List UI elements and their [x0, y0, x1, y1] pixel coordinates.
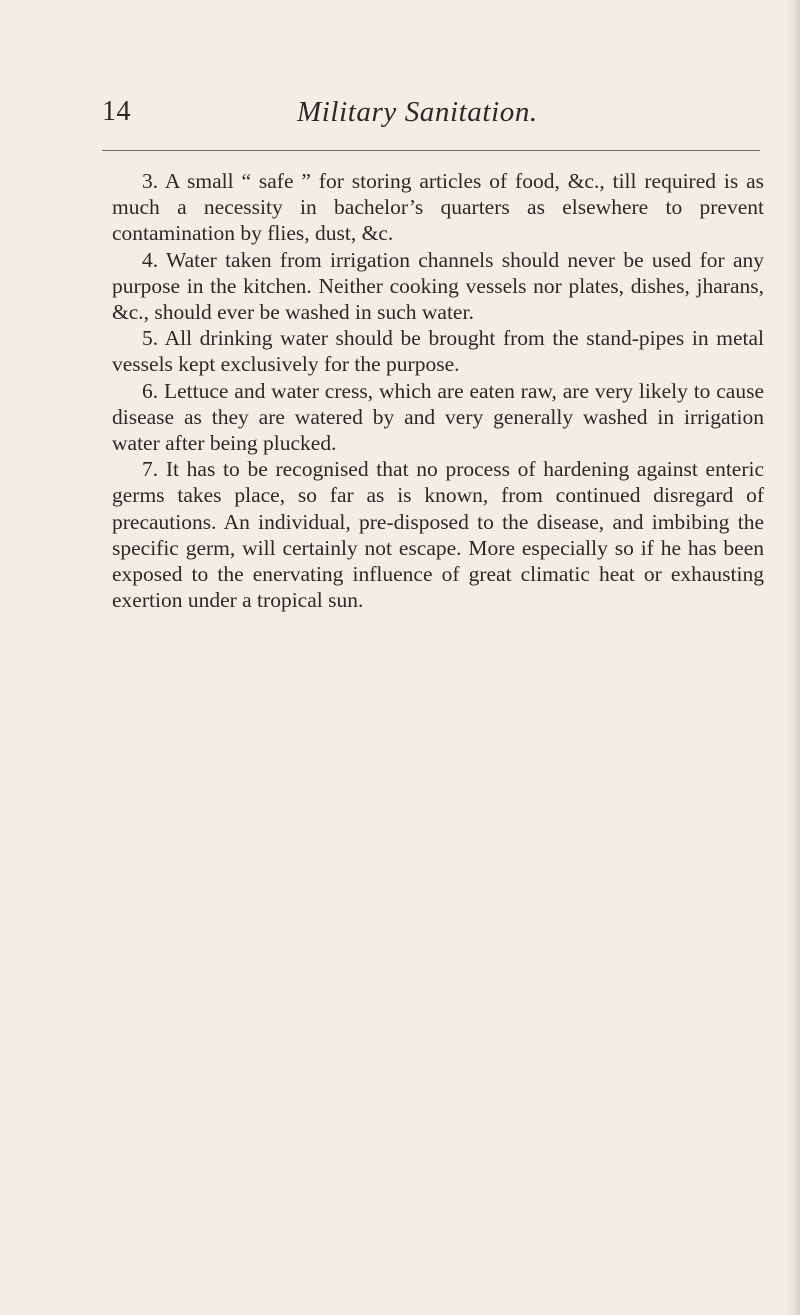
page-number: 14 — [102, 96, 131, 127]
paragraph-text: A small “ safe ” for storing articles of food, &c., till required is as much a necessity in bachelor’s quarters as elsewhere to prevent contamination by flies, dust, &c. — [112, 169, 764, 246]
paragraph-number: 3. — [142, 169, 159, 193]
body-text — [112, 168, 764, 613]
paragraph-3 — [112, 168, 764, 247]
paragraph-5 — [112, 325, 764, 377]
paragraph-number: 4. — [142, 247, 159, 272]
paragraph-number: 7. — [142, 457, 159, 482]
paragraph-text: Lettuce and water cress, which are eaten raw, are very likely to cause disease as they are watered by and very generally washed in irrigation water after being plucked. — [112, 378, 765, 456]
paragraph-4 — [112, 247, 764, 326]
page-edge-shadow — [786, 0, 800, 1315]
paragraph-6 — [112, 378, 764, 457]
paragraph-text: It has to be recognised that no process of hardening against enteric germs takes place, so far as is known, from continued disregard of precautions. An individual, pre-disposed to the disease, and imbibing the specific germ, will certainly not escape. More especially so if he has been exposed to the enervating influence of great climatic heat or exhausting exertion under a tropical sun. — [112, 457, 765, 613]
running-title: Military Sanitation. — [297, 96, 538, 128]
paragraph-number: 5. — [142, 326, 159, 351]
running-head — [102, 96, 760, 142]
paragraph-text: Water taken from irrigation channels should never be used for any purpose in the kitchen. Neither cooking vessels nor plates, dishes, jharans, &c., should ever be washed in such water. — [112, 247, 764, 325]
paragraph-number: 6. — [142, 378, 159, 403]
paragraph-text: All drinking water should be brought from the stand-pipes in metal vessels kept exclusively for the purpose. — [112, 326, 764, 377]
header-rule — [102, 150, 760, 151]
paragraph-7 — [112, 456, 764, 613]
